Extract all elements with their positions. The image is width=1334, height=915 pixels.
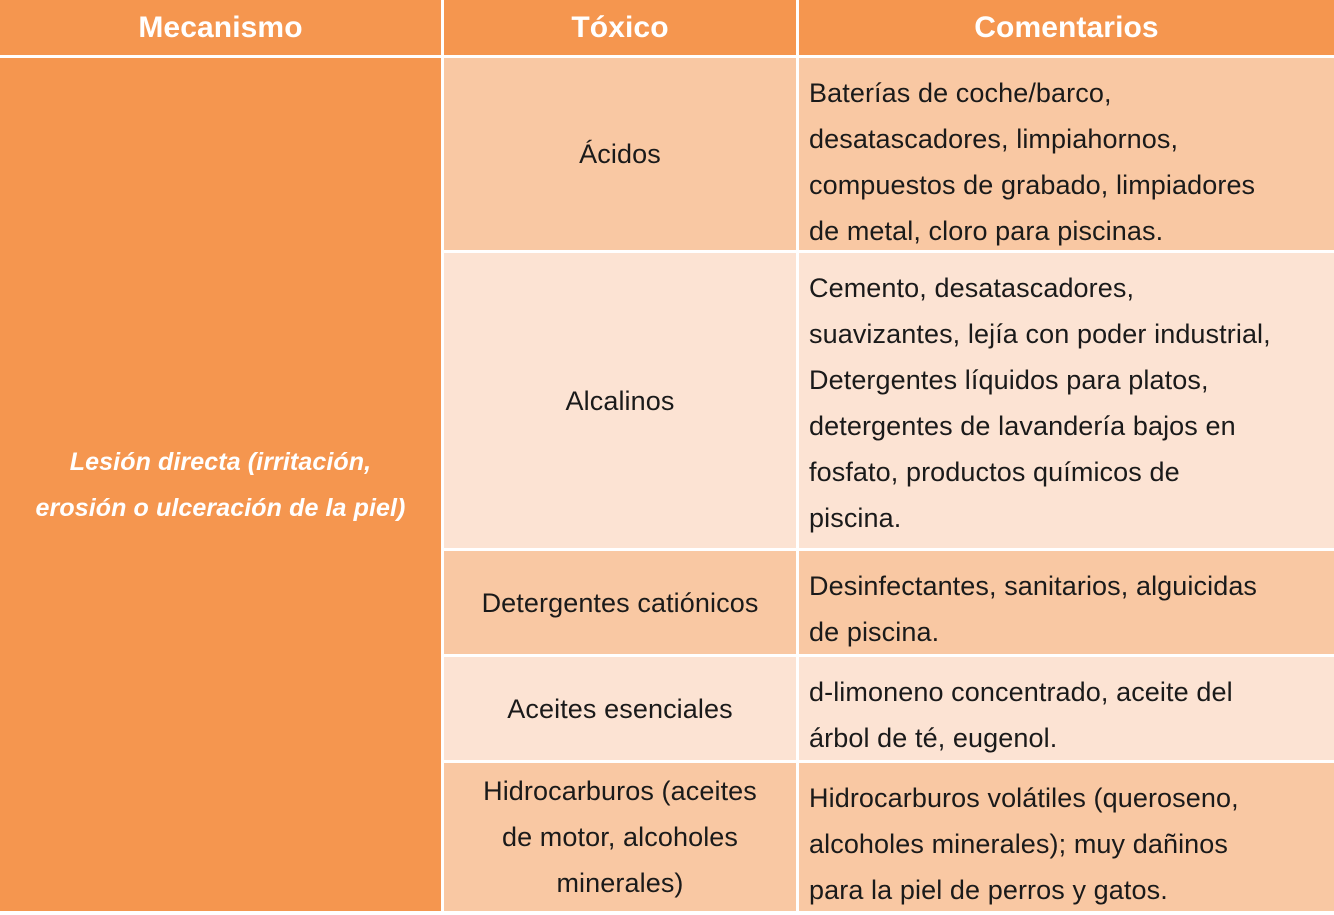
- toxic-cell-hidrocarburos: [444, 763, 796, 911]
- header-comentarios: Comentarios: [799, 0, 1334, 55]
- comment-line: Cemento, desatascadores,: [809, 273, 1135, 303]
- comment-line: de piscina.: [809, 617, 940, 647]
- mechanism-line: Lesión directa (irritación,: [69, 447, 372, 476]
- comment-line: compuestos de grabado, limpiadores: [809, 170, 1256, 200]
- comment-line: Desinfectantes, sanitarios, alguicidas: [809, 571, 1258, 601]
- comment-cell-hidrocarburos: [799, 763, 1334, 911]
- header-mecanismo: Mecanismo: [0, 0, 441, 55]
- toxic-line: Hidrocarburos (aceites: [483, 776, 757, 806]
- toxic-line: minerales): [556, 868, 684, 898]
- comment-line: piscina.: [809, 503, 902, 533]
- comment-line: d-limoneno concentrado, aceite del: [809, 677, 1233, 707]
- comment-line: de metal, cloro para piscinas.: [809, 216, 1164, 246]
- toxic-cell-alcalinos: [444, 253, 796, 548]
- toxic-cell-detergentes-cationicos: [444, 551, 796, 654]
- toxic-cell-aceites-esenciales: [444, 657, 796, 760]
- comment-line: detergentes de lavandería bajos en: [809, 411, 1236, 441]
- toxic-cell-acidos: [444, 58, 796, 250]
- header-toxico: Tóxico: [444, 0, 796, 55]
- toxic-line: de motor, alcoholes: [501, 822, 739, 852]
- toxic-line: Alcalinos: [565, 385, 675, 416]
- mechanism-cell: [0, 58, 441, 911]
- toxic-line: Detergentes catiónicos: [481, 587, 759, 618]
- comment-cell-alcalinos: [799, 253, 1334, 548]
- toxic-line: Ácidos: [579, 139, 661, 169]
- comment-cell-acidos: [799, 58, 1334, 250]
- comment-line: árbol de té, eugenol.: [809, 723, 1058, 753]
- comment-cell-detergentes-cationicos: [799, 551, 1334, 654]
- comment-line: Detergentes líquidos para platos,: [809, 365, 1209, 395]
- mechanism-line: erosión o ulceración de la piel): [35, 493, 406, 522]
- comment-line: desatascadores, limpiahornos,: [809, 124, 1179, 154]
- comment-line: Hidrocarburos volátiles (queroseno,: [809, 783, 1239, 813]
- comment-line: suavizantes, lejía con poder industrial,: [809, 319, 1271, 349]
- comment-line: alcoholes minerales); muy dañinos: [809, 829, 1229, 859]
- comment-line: Baterías de coche/barco,: [809, 78, 1112, 108]
- comment-cell-aceites-esenciales: [799, 657, 1334, 760]
- toxic-line: Aceites esenciales: [507, 693, 733, 724]
- comment-line: para la piel de perros y gatos.: [809, 875, 1168, 905]
- comment-line: fosfato, productos químicos de: [809, 457, 1180, 487]
